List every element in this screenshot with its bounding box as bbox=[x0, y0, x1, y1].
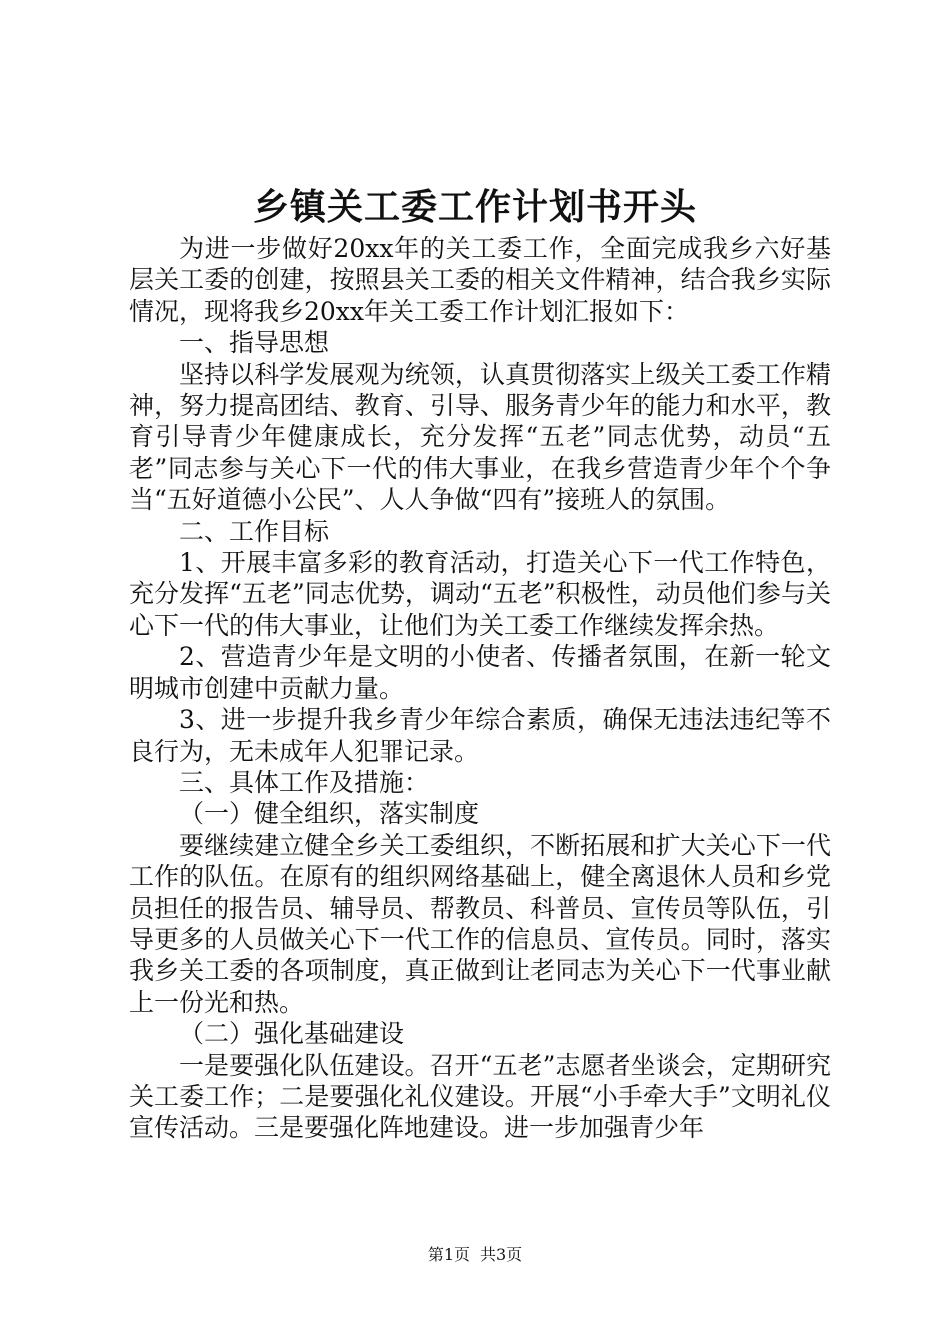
section-heading-work-goals: 二、工作目标 bbox=[179, 516, 330, 546]
intro-paragraph: 为进一步做好20xx年的关工委工作，全面完成我乡六好基层关工委的创建，按照县关工委的相关文件精神，结合我乡实际情况，现将我乡20xx年关工委工作计划汇报如下： bbox=[129, 234, 831, 326]
goal-item-2: 2、营造青少年是文明的小使者、传播者氛围，在新一轮文明城市创建中贡献力量。 bbox=[129, 642, 831, 703]
page-total: 共3页 bbox=[480, 1245, 523, 1264]
section-heading-guiding-ideology: 一、指导思想 bbox=[179, 328, 330, 358]
document-title: 乡镇关工委工作计划书开头 bbox=[252, 186, 697, 228]
page-number: 第1页 bbox=[427, 1245, 470, 1264]
goal-item-1: 1、开展丰富多彩的教育活动，打造关心下一代工作特色，充分发挥“五老”同志优势，调动“五老”积极性，动员他们参与关心下一代的伟大事业，让他们为关工委工作继续发挥余热。 bbox=[129, 548, 831, 640]
goal-item-3: 3、进一步提升我乡青少年综合素质，确保无违法违纪等不良行为，无未成年人犯罪记录。 bbox=[129, 705, 831, 766]
document-body bbox=[129, 233, 831, 1144]
organization-paragraph: 要继续建立健全乡关工委组织，不断拓展和扩大关心下一代工作的队伍。在原有的组织网络基础上，健全离退休人员和乡党员担任的报告员、辅导员、帮教员、科普员、宣传员等队伍，引导更多的人员做关心下一代工作的信息员、宣传员。同时，落实我乡关工委的各项制度，真正做到让老同志为关心下一代事业献上一份光和热。 bbox=[129, 830, 831, 1017]
guiding-ideology-paragraph: 坚持以科学发展观为统领，认真贯彻落实上级关工委工作精神，努力提高团结、教育、引导、服务青少年的能力和水平，教育引导青少年健康成长，充分发挥“五老”同志优势，动员“五老”同志参与关心下一代的伟大事业，在我乡营造青少年个个争当“五好道德小公民”、人人争做“四有”接班人的氛围。 bbox=[129, 359, 831, 515]
section-heading-measures: 三、具体工作及措施： bbox=[179, 767, 430, 797]
subsection-heading-organization: （一）健全组织，落实制度 bbox=[179, 799, 480, 829]
page-footer bbox=[0, 1244, 950, 1266]
infrastructure-paragraph: 一是要强化队伍建设。召开“五老”志愿者坐谈会，定期研究关工委工作；二是要强化礼仪建设。开展“小手牵大手”文明礼仪宣传活动。三是要强化阵地建设。进一步加强青少年 bbox=[129, 1050, 831, 1143]
subsection-heading-infrastructure: （二）强化基础建设 bbox=[179, 1019, 405, 1049]
